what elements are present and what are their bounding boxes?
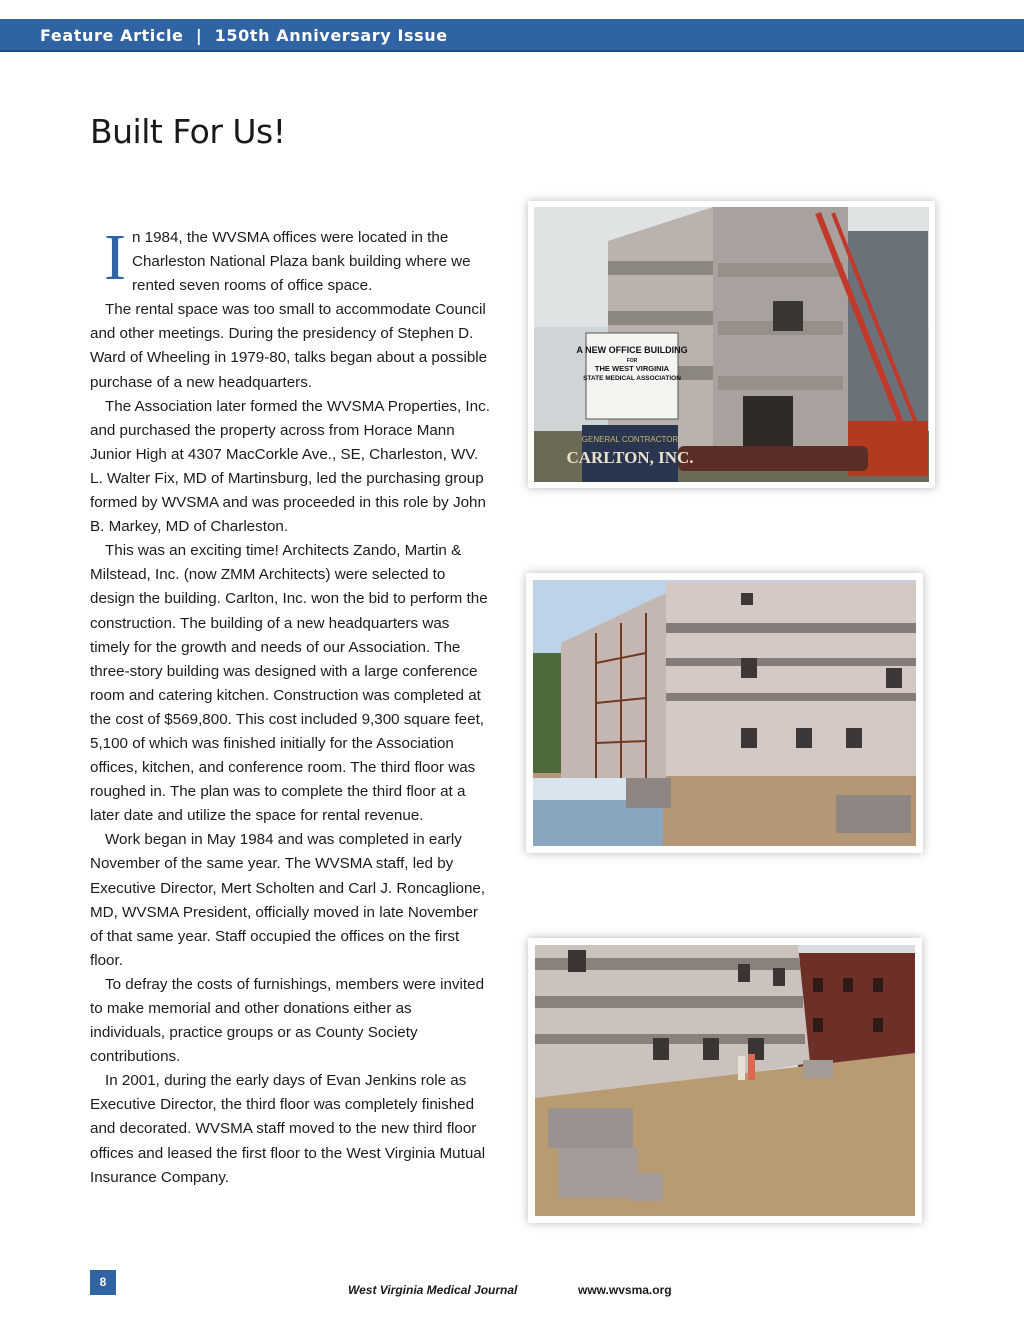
paragraph-1 (90, 221, 490, 298)
paragraph-5: Work began in May 1984 and was completed in early November of the same year. The WVSMA staff, led by Executive Director, Mert Scholten and Carl J. Roncaglione, MD, WVSMA President, officially moved in late November of that same year. Staff occupied the offices on the first floor. (90, 831, 486, 969)
paragraph-6: To defray the costs of furnishings, members were invited to make memorial and other donations either as individuals, practice groups or as County Society contributions. (90, 975, 485, 1066)
page-number: 8 (90, 1270, 116, 1295)
sign-line-1: A NEW OFFICE BUILDING (576, 345, 688, 355)
article-body (90, 221, 490, 1190)
drop-cap: I (104, 221, 126, 294)
construction-photo-2-image (526, 573, 923, 853)
paragraph-1-text: n 1984, the WVSMA offices were located in the Charleston National Plaza bank building where we rented seven rooms of office space. (131, 229, 471, 295)
sign-line-3: THE WEST VIRGINIA (594, 364, 670, 373)
contractor-caption: GENERAL CONTRACTOR (581, 435, 679, 444)
header-bar (0, 19, 1024, 52)
footer-journal-name: West Virginia Medical Journal (348, 1283, 518, 1297)
construction-photo-1-image (528, 201, 935, 488)
construction-photo-3-image (528, 938, 922, 1223)
header-label: Feature Article | 150th Anniversary Issue (40, 26, 448, 45)
footer-website[interactable]: www.wvsma.org (578, 1283, 672, 1297)
paragraph-7: In 2001, during the early days of Evan Jenkins role as Executive Director, the third floor was completely finished and decorated. WVSMA staff moved to the new third floor offices and leased the first floor to the West Virginia Mutual Insurance Company. (90, 1072, 486, 1186)
sign-line-4: STATE MEDICAL ASSOCIATION (583, 375, 681, 382)
construction-photo-2 (526, 573, 923, 853)
construction-photo-3 (528, 938, 922, 1223)
sign-line-2: FOR (626, 358, 638, 364)
article-title: Built For Us! (90, 112, 286, 151)
paragraph-3: The Association later formed the WVSMA Properties, Inc. and purchased the property across from Horace Mann Junior High at 4307 MacCorkle Ave., SE, Charleston, WV. L. Walter Fix, MD of Martinsburg, led the purchasing group formed by WVSMA and was proceeded in this role by John B. Markey, MD of Charleston. (90, 397, 490, 536)
construction-photo-1 (528, 201, 935, 488)
paragraph-2: The rental space was too small to accommodate Council and other meetings. During the presidency of Stephen D. Ward of Wheeling in 1979-80, talks began about a possible purchase of a new headquarters. (90, 301, 488, 391)
paragraph-4: This was an exciting time! Architects Zando, Martin & Milstead, Inc. (now ZMM Architects) were selected to design the building. Carlton, Inc. won the bid to perform the construction. The building of a new headquarters was timely for the growth and needs of our Association. The three-story building was designed with a large conference room and catering kitchen. Construction was completed at the cost of $569,800. This cost included 9,300 square feet, 5,100 of which was finished initially for the Association offices, kitchen, and conference room. The third floor was roughed in. The plan was to complete the third floor at a later date and utilize the space for rental revenue. (90, 542, 488, 825)
contractor-name: CARLTON, INC. (566, 448, 694, 467)
